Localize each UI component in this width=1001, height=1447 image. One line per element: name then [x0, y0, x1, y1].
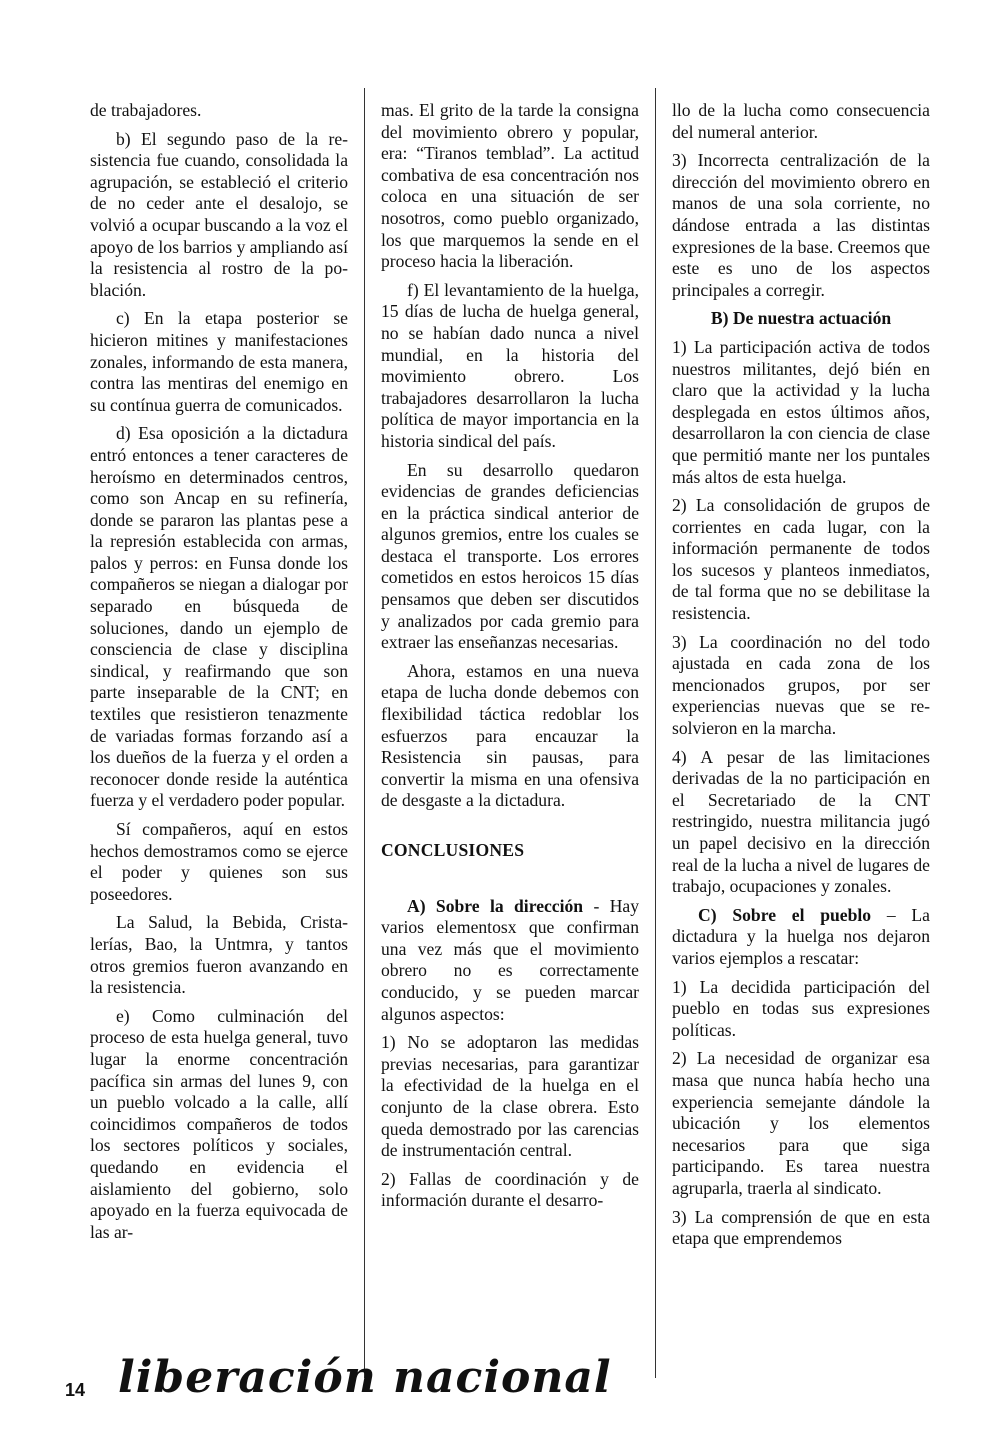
paragraph: En su desarrollo quedaron evidencias de grandes deficiencias en la práctica sindical anterior de algunos gremios, entre los cuales se destaca el transporte. Los errores cometidos en estos heroicos 15 días pensamos que deben ser discutidos y analizados por cada gremio para extraer las enseñanzas necesarias.: [381, 459, 639, 653]
paragraph: c) En la etapa posterior se hicieron mitines y manifestaciones zonales, informando de esta manera, contra las mentiras del enemigo en su contínua guerra de comunicados.: [90, 308, 348, 415]
publication-logo: liberación nacional: [118, 1352, 612, 1403]
column-2: [381, 100, 639, 1219]
paragraph: Ahora, estamos en una nueva etapa de lucha donde debemos con flexibilidad táctica redoblar los esfuerzos para encauzar la Resistencia sin pausas, para convertir la misma en una ofensiva de desgaste a la dictadura.: [381, 660, 639, 811]
paragraph: 2) La necesidad de organizar esa masa que nunca había hecho una experiencia semejante dándole la ubicación y los elementos necesarios para que siga participando. Es tarea nuestra agruparla, traerla al sindicato.: [672, 1048, 930, 1198]
paragraph: 2) Fallas de coordinación y de información durante el desarro-: [381, 1168, 639, 1211]
section-heading: CONCLUSIONES: [381, 840, 525, 860]
paragraph: La Salud, la Bebida, Cristalerías, Bao, la Untmra, y tantos otros gremios fueron avanzando en la resistencia.: [90, 912, 348, 998]
subsection-label: B) De nuestra actuación: [710, 308, 892, 329]
paragraph: f) El levantamiento de la huelga, 15 días de lucha de huelga general, no se habían dado nunca a nivel mundial, en la historia del movimiento obrero. Los trabajadores desarrollaron la lucha política de mayor importancia en la historia sindical del país.: [381, 279, 639, 451]
paragraph: 1) La decidida participación del pueblo en todas sus expresiones políticas.: [672, 976, 930, 1040]
column-divider: [364, 88, 365, 1378]
paragraph: 3) La coordinación no del todo ajustada en cada zona de los mencionados grupos, por ser experiencias nuevas que se resolvieron en la marcha.: [672, 631, 930, 739]
paragraph: 1) La participación activa de todos nuestros militantes, dejó bién en claro que la actividad y la lucha desplegada en estos últimos años, desarrollaron la con ciencia de clase que permitió mante ner los puntales más altos de esta huelga.: [672, 336, 930, 487]
paragraph: 3) La comprensión de que en esta etapa que emprendemos: [672, 1206, 930, 1249]
paragraph: mas. El grito de la tarde la consigna del movimiento obrero y popular, era: “Tiranos temblad”. La actitud combativa de esa concentración nos coloca en una situación de ser nosotros, como pueblo organizado, los que marquemos la sende en el proceso hacia la liberación.: [381, 100, 639, 272]
subsection-text: – La dictadura y la huelga nos dejaron varios ejemplos a rescatar:: [672, 904, 930, 968]
paragraph: d) Esa oposición a la dictadura entró entonces a tener caracteres de heroísmo en determinados centros, como son Ancap en su refinería, donde se pararon las plantas pese a la represión establecida con armas, palos y perros: en Funsa donde los compañeros se niegan a dialogar por separado en búsqueda de soluciones, dando un ejemplo de consciencia de clase y disciplina sindical, y reafirmando que son parte inseparable de la CNT; en textiles que resistieron tenazmente de variadas formas forzando así a los dueños de la fuerza y el orden a reconocer donde reside la auténtica fuerza y el verdadero poder popular.: [90, 423, 348, 811]
paragraph: Sí compañeros, aquí en estos hechos demostramos como se ejerce el poder y quienes son sus poseedores.: [90, 819, 348, 904]
subsection-label: A) Sobre la dirección: [407, 895, 584, 916]
paragraph: 4) A pesar de las limitaciones derivadas de la no participación en el Secretariado de la CNT restringido, nuestra militancia jugó un papel decisivo en la dirección real de la lucha a nivel de lugares de trabajo, ocupaciones y zonales.: [672, 746, 930, 897]
paragraph: b) El segundo paso de la resistencia fue cuando, consolidada la agrupación, se estableció el criterio de no ceder ante el desalojo, se volvió a ocupar buscando a la voz el apoyo de los barrios y ampliando así la resistencia al rostro de la población.: [90, 128, 348, 300]
subsection-text: - Hay varios elementosx que confirman una vez más que el movimiento obrero no es correctamente conducido, y se pueden marcar algunos aspectos:: [381, 895, 640, 1024]
paragraph: 3) Incorrecta centralización de la dirección del movimiento obrero en manos de una sola corriente, no dándose entrada a las distintas expresiones de la base. Creemos que este es uno de los aspectos principales a corregir.: [672, 150, 930, 300]
column-1: [90, 100, 348, 1250]
paragraph: 1) No se adoptaron las medidas previas necesarias, para garantizar la efectividad de la huelga en el conjunto de la clase obrera. Esto queda demostrado por las carencias de instrumentación central.: [381, 1032, 639, 1161]
paragraph: e) Como culminación del proceso de esta huelga general, tuvo lugar la enorme concentración pacífica sin armas del lunes 9, con un pueblo volcado a la calle, allí coincidimos compañeros de todos los sectores políticos y sociales, quedando en evidencia el aislamiento del gobierno, solo apoyado en la fuerza equivocada de las ar-: [90, 1005, 348, 1242]
paragraph: de trabajadores.: [90, 100, 202, 120]
column-divider: [655, 88, 656, 1378]
subsection-label: C) Sobre el pueblo: [698, 904, 872, 925]
page-number: 14: [65, 1380, 86, 1400]
paragraph: llo de la lucha como consecuencia del numeral anterior.: [672, 100, 930, 142]
subsection-paragraph: [381, 896, 639, 1026]
column-3: [672, 100, 930, 1257]
paragraph: 2) La consolidación de grupos de corrientes en cada lugar, con la información permanente de todos los sucesos y planteos inmediatos, de tal forma que no se debilitase la resistencia.: [672, 495, 930, 624]
subsection-paragraph: [672, 905, 930, 970]
